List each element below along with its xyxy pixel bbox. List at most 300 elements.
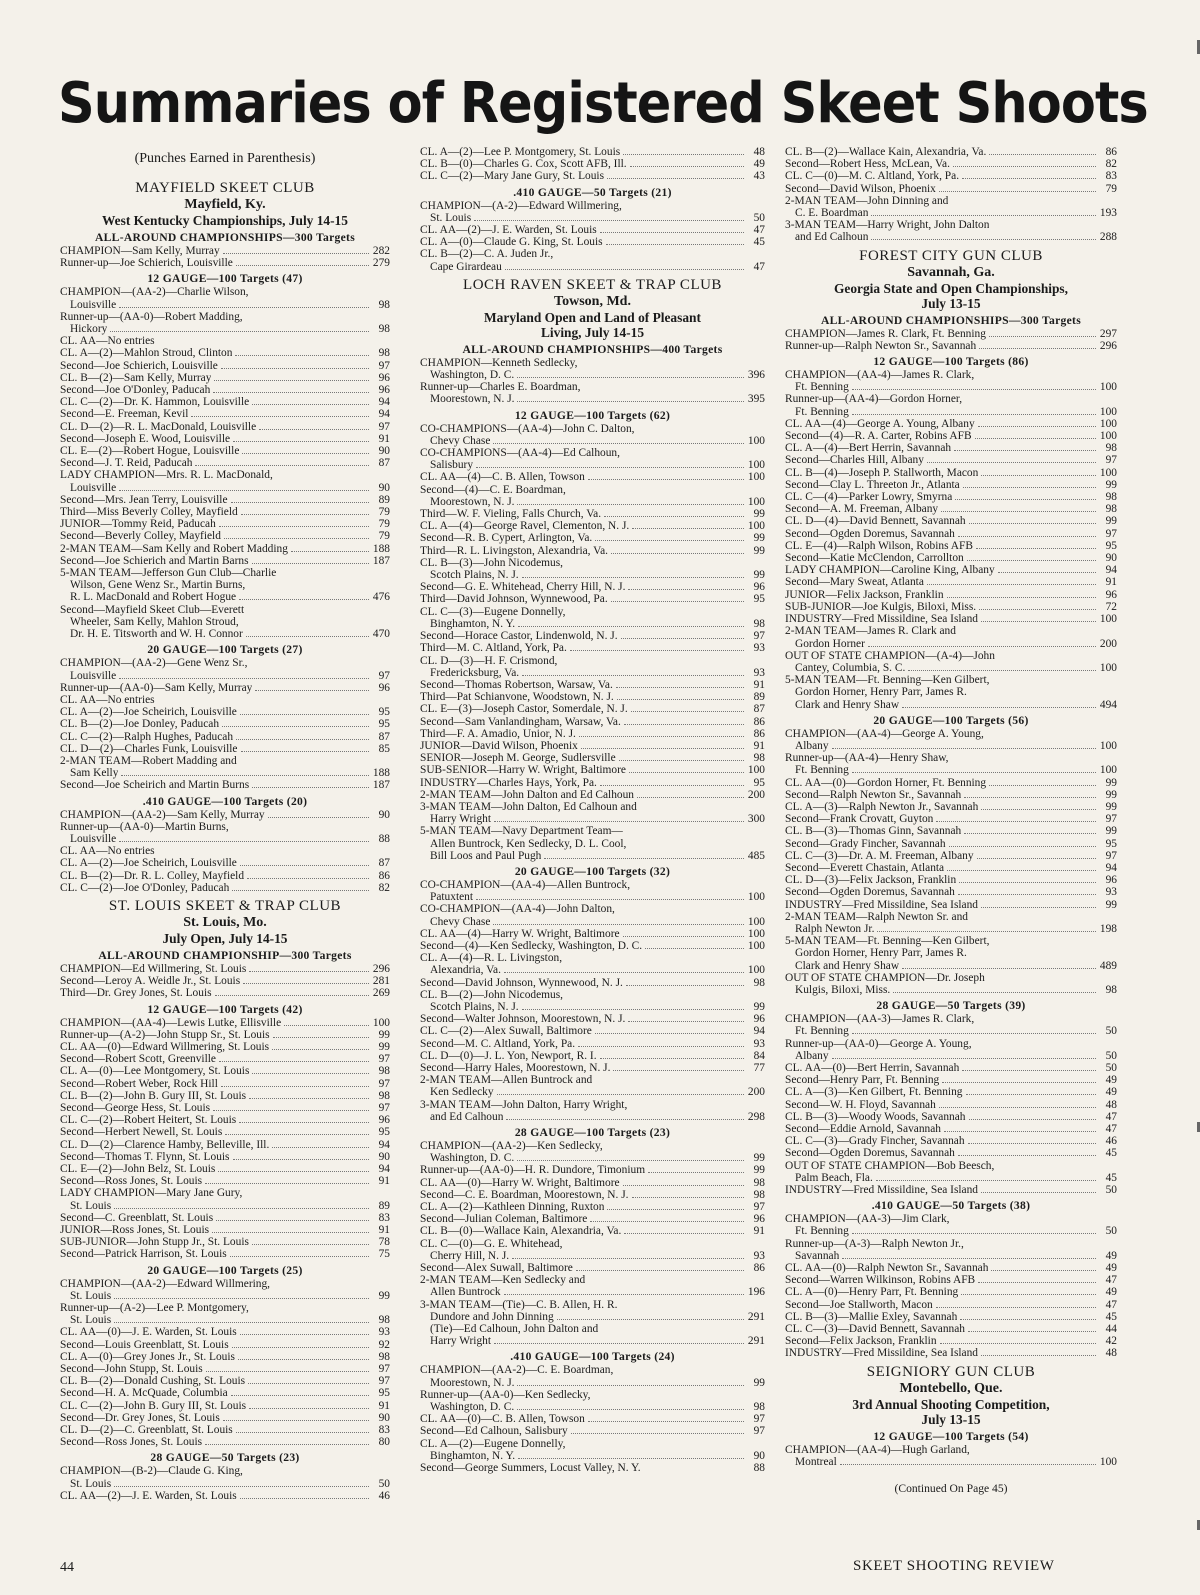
result-score: 89	[378, 493, 390, 506]
result-text	[785, 369, 1117, 381]
dot-leader	[272, 1049, 369, 1050]
result-row	[785, 183, 1117, 195]
result-row	[420, 716, 765, 728]
dot-leader	[989, 785, 1096, 786]
dot-leader	[902, 968, 1096, 969]
result-text	[60, 694, 390, 706]
result-text	[785, 686, 1117, 698]
dot-leader	[252, 1073, 369, 1074]
result-row	[60, 530, 390, 542]
result-entry: INDUSTRY—Fred Missildine, Sea Island	[785, 1184, 979, 1197]
result-entry: 5-MAN TEAM—Jefferson Gun Club—Charlie	[60, 567, 277, 580]
dot-leader	[628, 589, 744, 590]
result-row	[60, 1175, 390, 1187]
dot-leader	[871, 239, 1096, 240]
result-row	[785, 540, 1117, 552]
dot-leader	[927, 584, 1096, 585]
result-score: 200	[747, 788, 765, 801]
result-entry: 3-MAN TEAM—John Dalton, Ed Calhoun and	[420, 800, 637, 813]
result-score: 95	[378, 718, 390, 731]
result-score: 100	[1099, 466, 1117, 479]
result-row	[420, 1164, 765, 1176]
result-score: 98	[378, 1350, 390, 1363]
dot-leader	[936, 821, 1096, 822]
result-score: 90	[378, 445, 390, 458]
result-row	[420, 728, 765, 740]
result-entry: CL. D—(2)—Charles Funk, Louisville	[60, 742, 238, 755]
result-entry: Clark and Henry Shaw	[795, 698, 900, 711]
dot-leader	[941, 511, 1096, 512]
result-score: 91	[378, 432, 390, 445]
result-entry: CL. B—(2)—C. A. Juden Jr.,	[420, 248, 554, 261]
result-row	[420, 1425, 765, 1437]
result-entry: Second—David Johnson, Wynnewood, N. J.	[420, 976, 623, 989]
result-entry: Runner-up—(AA-4)—Gordon Horner,	[785, 393, 963, 406]
result-score: 97	[378, 1375, 390, 1388]
result-text	[60, 1302, 390, 1314]
result-entry: Runner-up—(AA-0)—Martin Burns,	[60, 820, 229, 833]
result-row	[420, 532, 765, 544]
section-heading: .410 GAUGE—50 Targets (21)	[513, 185, 672, 199]
result-entry: Louisville	[70, 669, 117, 682]
result-entry: Runner-up—Joe Schierich, Louisville	[60, 257, 233, 270]
result-row	[420, 158, 765, 170]
result-entry: Montreal	[795, 1455, 837, 1468]
result-score: 99	[1105, 825, 1117, 838]
result-row	[785, 170, 1117, 182]
result-score: 99	[378, 1028, 390, 1041]
dot-leader	[224, 538, 369, 539]
result-entry: CL. C—(2)—John B. Gury III, St. Louis	[60, 1399, 247, 1412]
result-entry: Gordon Horner	[795, 637, 865, 650]
dot-leader	[517, 1160, 744, 1161]
result-row	[785, 601, 1117, 613]
dot-leader	[852, 389, 1096, 390]
result-entry: 2-MAN TEAM—John Dalton and Ed Calhoun	[420, 788, 634, 801]
result-entry: CL. AA—(0)—C. B. Allen, Towson	[420, 1413, 585, 1426]
result-row	[420, 618, 765, 630]
result-row	[785, 862, 1117, 874]
dot-leader	[273, 1037, 369, 1038]
result-entry: Second—Joe Schierich and Martin Barns	[60, 554, 249, 567]
result-row	[420, 1152, 765, 1164]
result-score: 97	[753, 1201, 765, 1214]
dot-leader	[505, 269, 744, 270]
result-entry: Sam Kelly	[70, 767, 119, 780]
result-score: 279	[372, 257, 390, 270]
result-score: 99	[378, 1040, 390, 1053]
result-entry: CL. D—(2)—Clarence Hamby, Belleville, Ill.	[60, 1138, 270, 1151]
result-entry: CL. C—(3)—Dr. A. M. Freeman, Albany	[785, 849, 974, 862]
result-row	[785, 1299, 1117, 1311]
result-score: 93	[753, 1037, 765, 1050]
result-text	[420, 903, 765, 915]
result-score: 83	[378, 1211, 390, 1224]
result-entry: CL. A—(0)—Lee Montgomery, St. Louis	[60, 1065, 250, 1078]
result-row	[785, 1323, 1117, 1335]
result-row	[60, 1351, 390, 1363]
result-score: 98	[378, 347, 390, 360]
result-entry: CO-CHAMPION—(AA-4)—Allen Buntrock,	[420, 878, 631, 891]
result-entry: 3-MAN TEAM—Harry Wright, John Dalton	[785, 219, 990, 232]
result-score: 98	[753, 752, 765, 765]
result-entry: St. Louis	[70, 1289, 112, 1302]
dot-leader	[936, 1307, 1096, 1308]
result-score: 90	[378, 1150, 390, 1163]
result-entry: CL. AA—(0)—Edward Willmering, St. Louis	[60, 1040, 270, 1053]
result-entry: Runner-up—(AA-0)—H. R. Dundore, Timonium	[420, 1164, 646, 1177]
dot-leader	[630, 166, 744, 167]
result-entry: CO-CHAMPION—(AA-4)—John Dalton,	[420, 903, 615, 916]
result-entry: CL. A—(0)—Henry Parr, Ft. Benning	[785, 1286, 959, 1299]
result-entry: Ft. Benning	[795, 1225, 849, 1238]
result-score: 99	[753, 1164, 765, 1177]
result-score: 50	[1105, 1225, 1117, 1238]
result-row	[420, 1189, 765, 1201]
dot-leader	[975, 438, 1096, 439]
result-entry: Second—H. A. McQuade, Columbia	[60, 1387, 228, 1400]
result-row	[420, 964, 765, 976]
result-entry: CO-CHAMPIONS—(AA-4)—Ed Calhoun,	[420, 447, 620, 460]
result-score: 396	[747, 369, 765, 382]
result-entry: CHAMPION—(AA-4)—James R. Clark,	[785, 369, 975, 382]
result-score: 196	[747, 1286, 765, 1299]
event-title: July Open, July 14-15	[162, 930, 288, 946]
result-text	[785, 393, 1117, 405]
result-score: 94	[378, 396, 390, 409]
result-text	[785, 625, 1117, 637]
result-row	[60, 1041, 390, 1053]
result-row	[785, 764, 1117, 776]
result-text	[785, 219, 1117, 231]
result-score: 187	[372, 779, 390, 792]
dot-leader	[968, 1331, 1096, 1332]
result-entry: CL. B—(2)—Joe Donley, Paducah	[60, 718, 220, 731]
result-score: 97	[378, 1077, 390, 1090]
dot-leader	[570, 650, 744, 651]
result-entry: Second—Everett Chastain, Atlanta	[785, 861, 945, 874]
result-score: 100	[1099, 405, 1117, 418]
result-text	[420, 1238, 765, 1250]
result-score: 82	[378, 881, 390, 894]
result-score: 291	[747, 1335, 765, 1348]
result-score: 91	[753, 739, 765, 752]
result-score: 47	[1105, 1110, 1117, 1123]
section-heading: .410 GAUGE—100 Targets (24)	[510, 1350, 675, 1364]
dot-leader	[871, 215, 1096, 216]
result-entry: Moorestown, N. J.	[430, 393, 515, 406]
result-entry: CL. D—(0)—J. L. Yon, Newport, R. I.	[420, 1049, 597, 1062]
result-score: 94	[1105, 861, 1117, 874]
result-score: 98	[378, 323, 390, 336]
result-score: 93	[378, 1326, 390, 1339]
result-row	[420, 789, 765, 801]
section-heading: .410 GAUGE—100 Targets (20)	[142, 794, 308, 808]
result-entry: CL. C—(3)—David Bennett, Savannah	[785, 1323, 966, 1336]
result-score: 98	[753, 1176, 765, 1189]
dot-leader	[613, 1070, 744, 1071]
dot-leader	[981, 475, 1096, 476]
result-score: 98	[378, 1314, 390, 1327]
result-entry: Runner-up—Ralph Newton Sr., Savannah	[785, 339, 977, 352]
results-column-2	[420, 146, 765, 1474]
result-row	[420, 435, 765, 447]
result-entry: Second—Warren Wilkinson, Robins AFB	[785, 1274, 976, 1287]
result-row	[785, 231, 1117, 243]
result-score: 86	[753, 1262, 765, 1275]
result-entry: CL. E—(4)—Ralph Wilson, Robins AFB	[785, 539, 973, 552]
dot-leader	[241, 751, 370, 752]
result-row	[420, 1025, 765, 1037]
dot-leader	[504, 972, 744, 973]
result-entry: C. E. Boardman	[795, 207, 869, 220]
result-entry: Second—Eddie Arnold, Savannah	[785, 1123, 941, 1136]
result-score: 98	[378, 298, 390, 311]
dot-leader	[494, 821, 744, 822]
dot-leader	[908, 670, 1096, 671]
dot-leader	[623, 154, 744, 155]
result-row	[60, 1326, 390, 1338]
dot-leader	[976, 548, 1096, 549]
result-score: 296	[1099, 339, 1117, 352]
result-row	[420, 813, 765, 825]
result-entry: Wheeler, Sam Kelly, Mahlon Stroud,	[70, 615, 239, 628]
result-entry: Second—Mayfield Skeet Club—Everett	[60, 603, 245, 616]
result-score: 489	[1099, 959, 1117, 972]
result-score: 49	[1105, 1262, 1117, 1275]
dot-leader	[979, 348, 1096, 349]
dot-leader	[624, 724, 744, 725]
result-row	[60, 347, 390, 359]
result-row	[60, 882, 390, 894]
result-row	[60, 591, 390, 603]
result-score: 50	[753, 211, 765, 224]
dot-leader	[632, 528, 744, 529]
dot-leader	[114, 1208, 369, 1209]
page-title: Summaries of Registered Skeet Shoots	[58, 71, 1148, 136]
dot-leader	[291, 551, 369, 552]
result-row	[60, 360, 390, 372]
result-entry: 3-MAN TEAM—(Tie)—C. B. Allen, H. R.	[420, 1298, 618, 1311]
result-entry: Second—G. E. Whitehead, Cherry Hill, N. J.	[420, 581, 626, 594]
result-score: 49	[1105, 1074, 1117, 1087]
result-row	[60, 1212, 390, 1224]
result-score: 47	[753, 224, 765, 237]
result-entry: Washington, D. C.	[430, 1401, 515, 1414]
dot-leader	[600, 785, 744, 786]
dot-leader	[110, 331, 369, 332]
result-score: 87	[378, 457, 390, 470]
dot-leader	[252, 404, 369, 405]
result-score: 99	[1105, 788, 1117, 801]
result-entry: 2-MAN TEAM—Robert Madding and	[60, 754, 237, 767]
result-row	[785, 1062, 1117, 1074]
dot-leader	[966, 1094, 1097, 1095]
result-row	[60, 1400, 390, 1412]
parenthesis-note: (Punches Earned in Parenthesis)	[134, 151, 316, 166]
result-entry: CL. C—(4)—Parker Lowry, Smyrna	[785, 491, 953, 504]
result-score: 83	[1105, 170, 1117, 183]
result-row	[785, 442, 1117, 454]
dot-leader	[230, 1256, 369, 1257]
result-row	[420, 703, 765, 715]
result-entry: Second—Thomas Robertson, Warsaw, Va.	[420, 678, 613, 691]
result-entry: Chevy Chase	[430, 915, 491, 928]
result-row	[420, 1311, 765, 1323]
result-entry: Kulgis, Biloxi, Miss.	[795, 983, 891, 996]
result-row	[60, 809, 390, 821]
result-row	[785, 777, 1117, 789]
result-score: 100	[747, 459, 765, 472]
result-text	[785, 195, 1117, 207]
dot-leader	[645, 948, 744, 949]
result-row	[420, 224, 765, 236]
result-row	[60, 987, 390, 999]
result-entry: CL. B—(3)—Thomas Ginn, Savannah	[785, 825, 962, 838]
result-entry: CL. C—(0)—G. E. Whitehead,	[420, 1237, 563, 1250]
dot-leader	[616, 687, 744, 688]
event-title: Maryland Open and Land of Pleasant	[484, 309, 701, 325]
result-entry: CL. AA—(4)—George A. Young, Albany	[785, 417, 975, 430]
result-score: 97	[378, 359, 390, 372]
result-score: 48	[1105, 1347, 1117, 1360]
result-row	[60, 1478, 390, 1490]
dot-leader	[249, 1098, 369, 1099]
result-entry: 2-MAN TEAM—Sam Kelly and Robert Madding	[60, 542, 288, 555]
result-text	[420, 447, 765, 459]
dot-leader	[579, 736, 744, 737]
result-score: 100	[747, 927, 765, 940]
result-entry: CL. D—(2)—C. Greenblatt, St. Louis	[60, 1424, 233, 1437]
result-entry: Second—Beverly Colley, Mayfield	[60, 530, 221, 543]
result-text	[60, 821, 390, 833]
dot-leader	[215, 995, 369, 996]
result-row	[60, 1053, 390, 1065]
result-score: 198	[1099, 922, 1117, 935]
dot-leader	[214, 380, 369, 381]
result-score: 91	[753, 678, 765, 691]
result-entry: St. Louis	[70, 1477, 112, 1490]
result-score: 485	[747, 849, 765, 862]
result-entry: Ft. Benning	[795, 381, 849, 394]
result-row	[420, 777, 765, 789]
dot-leader	[236, 1432, 369, 1433]
result-text	[785, 1013, 1117, 1025]
dot-leader	[233, 441, 369, 442]
dot-leader	[832, 748, 1096, 749]
dot-leader	[631, 711, 744, 712]
result-entry: CL. C—(3)—Eugene Donnelly,	[420, 605, 566, 618]
result-entry: Moorestown, N. J.	[430, 1376, 515, 1389]
result-score: 86	[1105, 146, 1117, 158]
result-entry: INDUSTRY—Fred Missildine, Sea Island	[785, 613, 979, 626]
dot-leader	[218, 1171, 369, 1172]
result-text	[420, 1140, 765, 1152]
result-row	[785, 638, 1117, 650]
section-heading: 12 GAUGE—100 Targets (47)	[147, 272, 303, 286]
result-entry: Runner-up—(A-2)—John Stupp Sr., St. Louis	[60, 1028, 270, 1041]
result-text	[60, 567, 390, 579]
result-entry: CL. B—(4)—Joseph P. Stallworth, Macon	[785, 466, 979, 479]
result-row	[420, 545, 765, 557]
result-score: 99	[1105, 478, 1117, 491]
result-score: 94	[1105, 564, 1117, 577]
result-score: 72	[1105, 600, 1117, 613]
result-entry: Second—Ogden Doremus, Savannah	[785, 527, 955, 540]
result-score: 97	[378, 1101, 390, 1114]
result-entry: Second—David Wilson, Phoenix	[785, 182, 936, 195]
result-score: 282	[372, 245, 390, 257]
result-score: 90	[378, 1411, 390, 1424]
results-column-1	[60, 146, 390, 1502]
dot-leader	[949, 846, 1096, 847]
result-entry: CL. A—(2)—Joe Scheirich, Louisville	[60, 706, 237, 719]
result-score: 98	[753, 976, 765, 989]
result-row	[60, 1248, 390, 1260]
result-score: 96	[753, 1213, 765, 1226]
result-entry: 3-MAN TEAM—John Dalton, Harry Wright,	[420, 1098, 628, 1111]
result-entry: CHAMPION—(A-2)—Edward Willmering,	[420, 199, 622, 212]
result-text	[60, 755, 390, 767]
result-entry: Second—Frank Crovatt, Guyton	[785, 813, 934, 826]
result-entry: CL. A—(4)—Bert Herrin, Savannah	[785, 442, 952, 455]
result-row	[420, 1450, 765, 1462]
result-entry: Runner-up—(AA-0)—Sam Kelly, Murray	[60, 681, 253, 694]
result-text	[420, 200, 765, 212]
result-entry: Scotch Plains, N. J.	[430, 569, 519, 582]
result-entry: Runner-up—(A-3)—Ralph Newton Jr.,	[785, 1237, 964, 1250]
dot-leader	[969, 523, 1096, 524]
result-row	[420, 393, 765, 405]
result-row	[60, 975, 390, 987]
result-entry: Patuxtent	[430, 891, 474, 904]
result-entry: Second—George Summers, Locust Valley, N. Y.	[420, 1462, 641, 1475]
result-row	[785, 1147, 1117, 1159]
result-row	[420, 520, 765, 532]
dot-leader	[205, 1444, 369, 1445]
result-row	[785, 479, 1117, 491]
result-row	[785, 1335, 1117, 1347]
dot-leader	[623, 1185, 744, 1186]
dot-leader	[119, 678, 369, 679]
result-entry: Scotch Plains, N. J.	[430, 1000, 519, 1013]
result-row	[785, 984, 1117, 996]
result-score: 45	[1105, 1310, 1117, 1323]
result-entry: CHAMPION—(AA-2)—C. E. Boardman,	[420, 1364, 614, 1377]
result-entry: CL. B—(2)—Donald Cushing, St. Louis	[60, 1375, 246, 1388]
dot-leader	[223, 253, 369, 254]
result-row	[785, 528, 1117, 540]
result-entry: CL. A—(2)—Mahlon Stroud, Clinton	[60, 347, 233, 360]
result-entry: CHAMPION—(AA-4)—Hugh Garland,	[785, 1443, 970, 1456]
result-row	[785, 1274, 1117, 1286]
result-row	[785, 1172, 1117, 1184]
result-entry: Second—Felix Jackson, Franklin	[785, 1335, 937, 1348]
result-text	[60, 616, 390, 628]
section-heading: 28 GAUGE—100 Targets (23)	[514, 1126, 671, 1140]
result-entry: CL. D—(4)—David Bennett, Savannah	[785, 515, 966, 528]
result-entry: Second—John Stupp, St. Louis	[60, 1363, 203, 1376]
club-name: SEIGNIORY GUN CLUB	[866, 1363, 1036, 1380]
section-heading: ALL-AROUND CHAMPIONSHIPS—400 Targets	[462, 342, 723, 356]
result-entry: SUB-JUNIOR—Joe Kulgis, Biloxi, Miss.	[785, 600, 977, 613]
result-row	[60, 1236, 390, 1248]
dot-leader	[233, 1159, 370, 1160]
result-score: 97	[378, 1053, 390, 1066]
dot-leader	[632, 1197, 745, 1198]
result-entry: Salisbury	[430, 459, 474, 472]
result-row	[60, 457, 390, 469]
